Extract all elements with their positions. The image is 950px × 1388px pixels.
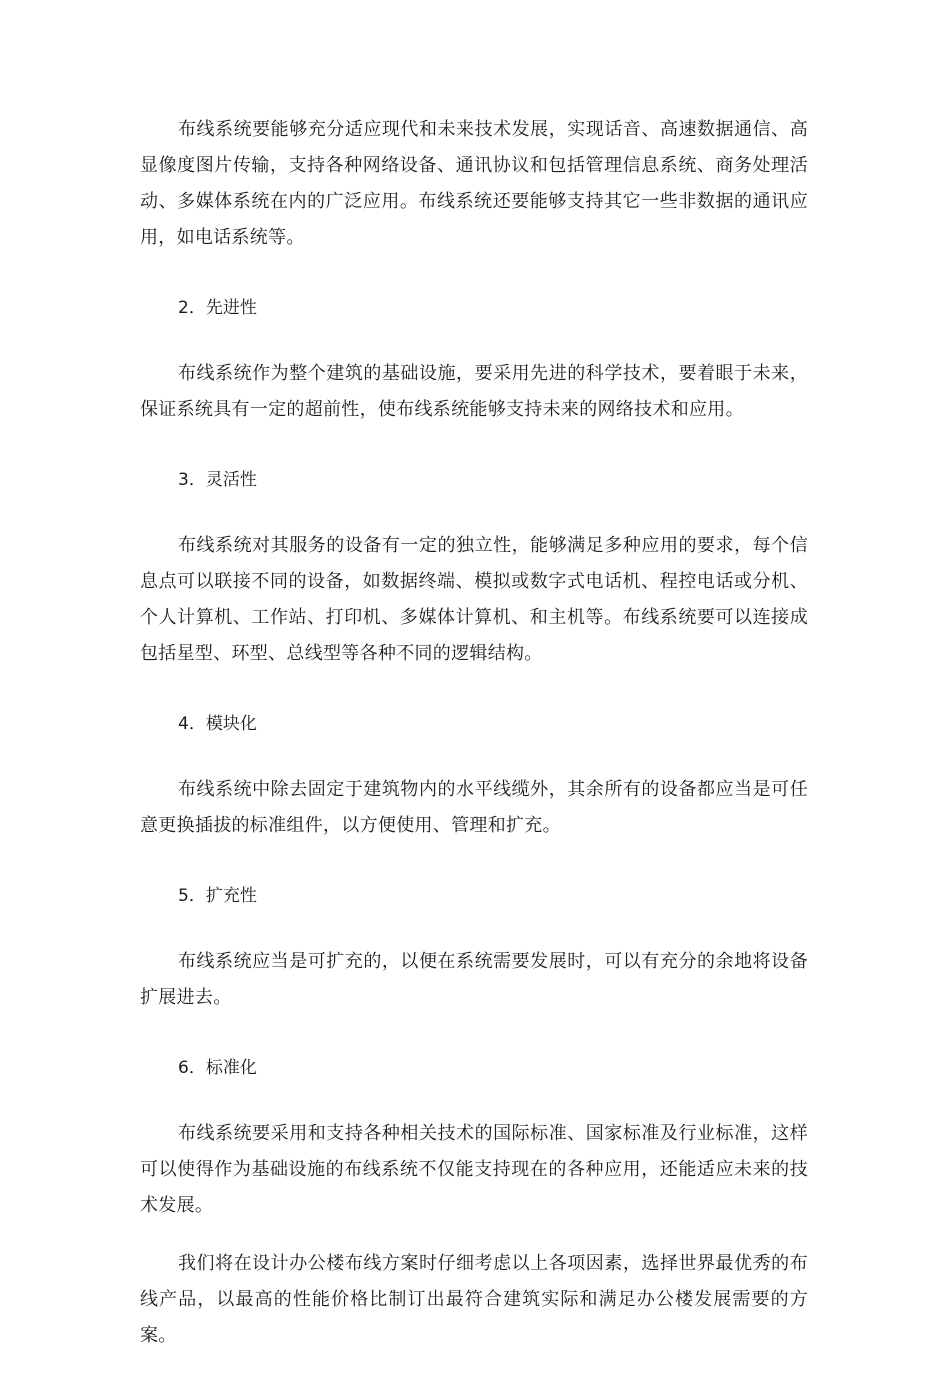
expandability-paragraph: 布线系统应当是可扩充的，以便在系统需要发展时，可以有充分的余地将设备扩展进去。: [140, 951, 808, 1008]
standardization-paragraph: 布线系统要采用和支持各种相关技术的国际标准、国家标准及行业标准，这样可以使得作为基础设施的布线系统不仅能支持现在的各种应用，还能适应未来的技术发展。: [140, 1123, 808, 1216]
flexibility-paragraph: 布线系统对其服务的设备有一定的独立性，能够满足多种应用的要求，每个信息点可以联接不同的设备，如数据终端、模拟或数字式电话机、程控电话或分机、个人计算机、工作站、打印机、多媒体计算机、和主机等。布线系统要可以连接成包括星型、环型、总线型等各种不同的逻辑结构。: [140, 535, 808, 664]
section-heading-advanced: 2．先进性: [178, 298, 257, 318]
section-heading-flexibility: 3．灵活性: [178, 470, 257, 490]
advanced-paragraph: 布线系统作为整个建筑的基础设施，要采用先进的科学技术，要着眼于未来，保证系统具有一定的超前性，使布线系统能够支持未来的网络技术和应用。: [140, 363, 808, 420]
modularity-paragraph: 布线系统中除去固定于建筑物内的水平线缆外，其余所有的设备都应当是可任意更换插拔的标准组件，以方便使用、管理和扩充。: [140, 779, 808, 836]
section-heading-modularity: 4．模块化: [178, 714, 257, 734]
document-body: [140, 112, 808, 1388]
intro-paragraph: 布线系统要能够充分适应现代和未来技术发展，实现话音、高速数据通信、高显像度图片传输，支持各种网络设备、通讯协议和包括管理信息系统、商务处理活动、多媒体系统在内的广泛应用。布线系统还要能够支持其它一些非数据的通讯应用，如电话系统等。: [140, 119, 808, 248]
section-heading-expandability: 5．扩充性: [178, 886, 257, 906]
conclusion-paragraph: 我们将在设计办公楼布线方案时仔细考虑以上各项因素，选择世界最优秀的布线产品，以最高的性能价格比制订出最符合建筑实际和满足办公楼发展需要的方案。: [140, 1253, 808, 1346]
section-heading-standardization: 6．标准化: [178, 1058, 257, 1078]
